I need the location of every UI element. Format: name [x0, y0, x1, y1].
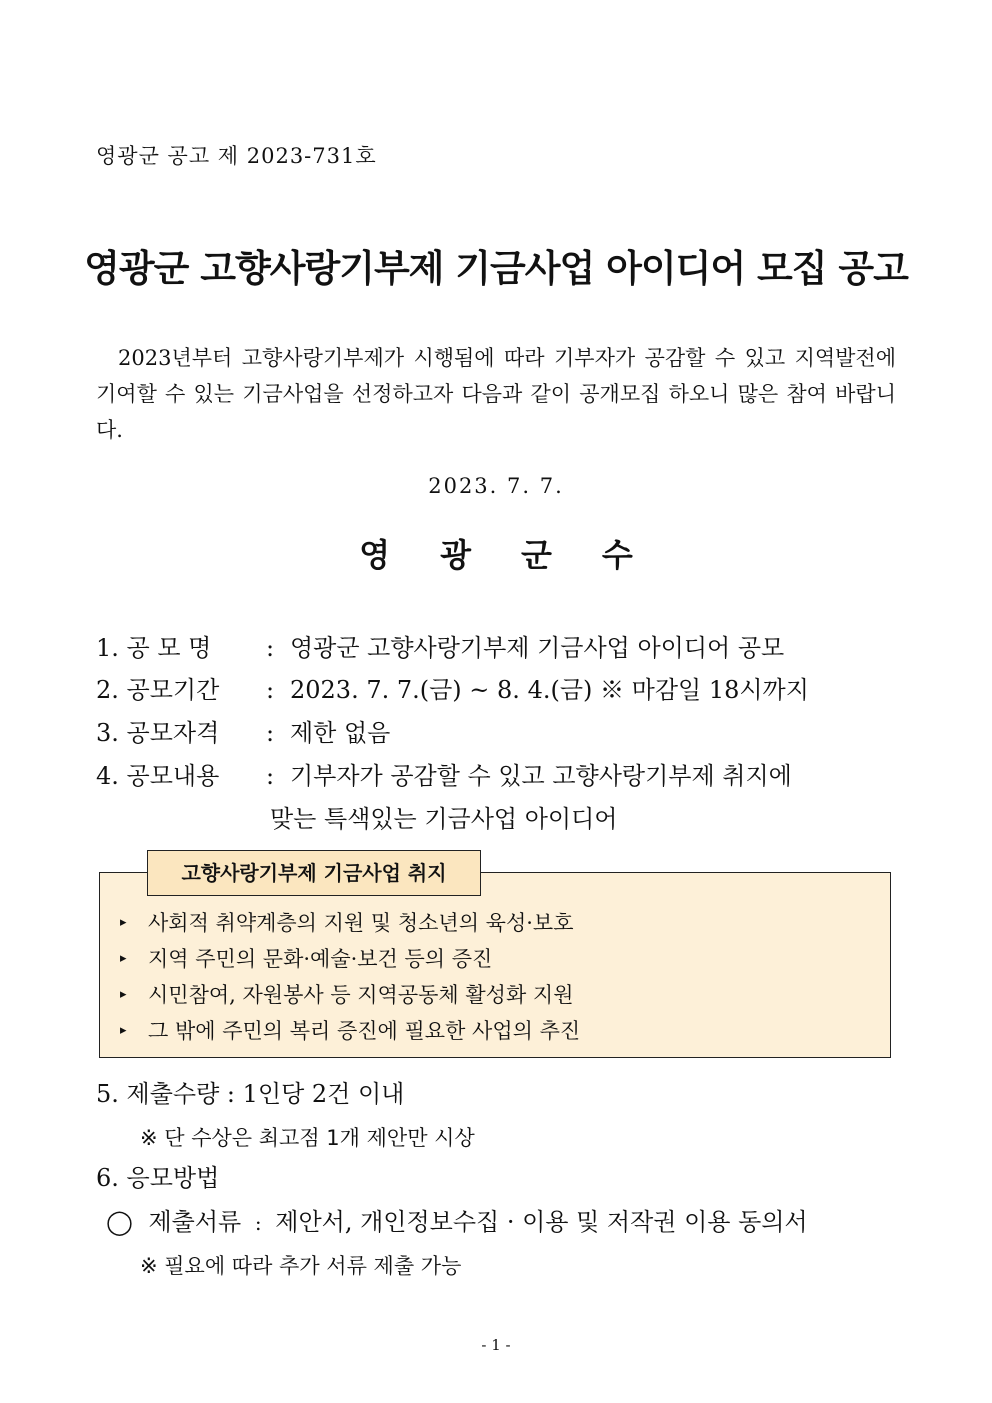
item-value: 영광군 고향사랑기부제 기금사업 아이디어 공모	[290, 634, 785, 662]
item-value: 1인당 2건 이내	[242, 1080, 405, 1108]
triangle-bullet-icon: ▸	[120, 915, 127, 930]
list-item: ▸ 그 밖에 주민의 복리 증진에 필요한 사업의 추진	[120, 1014, 880, 1050]
item-value: 기부자가 공감할 수 있고 고향사랑기부제 취지에	[290, 762, 792, 790]
item-label: 2. 공모기간	[96, 676, 220, 704]
item-label: 5. 제출수량	[96, 1080, 220, 1108]
item-label: 4. 공모내용	[96, 762, 220, 790]
item-value: 2023. 7. 7.(금) ~ 8. 4.(금) ※ 마감일 18시까지	[290, 676, 809, 704]
item-2	[96, 670, 809, 705]
notice-date: 2023. 7. 7.	[428, 474, 564, 498]
item-colon: :	[266, 634, 275, 662]
item-colon: :	[266, 676, 275, 704]
item-colon: :	[266, 719, 275, 747]
item-5-note: ※ 단 수상은 최고점 1개 제안만 시상	[140, 1126, 475, 1150]
circle-bullet-icon: ◯	[106, 1208, 133, 1236]
list-item: ▸ 시민참여, 자원봉사 등 지역공동체 활성화 지원	[120, 978, 880, 1014]
item-3	[96, 713, 390, 748]
item-1	[96, 628, 784, 663]
intro-paragraph: 2023년부터 고향사랑기부제가 시행됨에 따라 기부자가 공감할 수 있고 지역발전에 기여할 수 있는 기금사업을 선정하고자 다음과 같이 공개모집 하오니 많은 참여 바랍니다.	[96, 346, 896, 442]
list-item: ▸ 지역 주민의 문화·예술·보건 등의 증진	[120, 942, 880, 978]
item-label: 1. 공 모 명	[96, 634, 212, 662]
purpose-box-title: 고향사랑기부제 기금사업 취지	[147, 850, 481, 896]
item-5	[96, 1074, 404, 1109]
item-label: 3. 공모자격	[96, 719, 220, 747]
triangle-bullet-icon: ▸	[120, 951, 127, 966]
item-colon: :	[266, 762, 275, 790]
triangle-bullet-icon: ▸	[120, 987, 127, 1002]
documents-value: 제안서, 개인정보수집 · 이용 및 저작권 이용 동의서	[275, 1208, 808, 1236]
item-6-documents	[106, 1202, 808, 1237]
item-4	[96, 756, 792, 791]
documents-colon: :	[254, 1211, 262, 1235]
item-colon: :	[226, 1080, 235, 1108]
page-title: 영광군 고향사랑기부제 기금사업 아이디어 모집 공고	[84, 247, 908, 290]
notice-number: 영광군 공고 제 2023-731호	[96, 144, 377, 168]
purpose-list	[120, 906, 880, 1050]
item-4-continuation: 맞는 특색있는 기금사업 아이디어	[270, 805, 618, 833]
page-number: - 1 -	[481, 1336, 511, 1354]
item-value: 제한 없음	[290, 719, 391, 747]
issuer-name: 영광군수	[359, 536, 683, 574]
list-item: ▸ 사회적 취약계층의 지원 및 청소년의 육성·보호	[120, 906, 880, 942]
item-6: 6. 응모방법	[96, 1164, 220, 1192]
item-6-note: ※ 필요에 따라 추가 서류 제출 가능	[140, 1254, 462, 1278]
documents-label: 제출서류	[148, 1208, 242, 1236]
triangle-bullet-icon: ▸	[120, 1023, 127, 1038]
